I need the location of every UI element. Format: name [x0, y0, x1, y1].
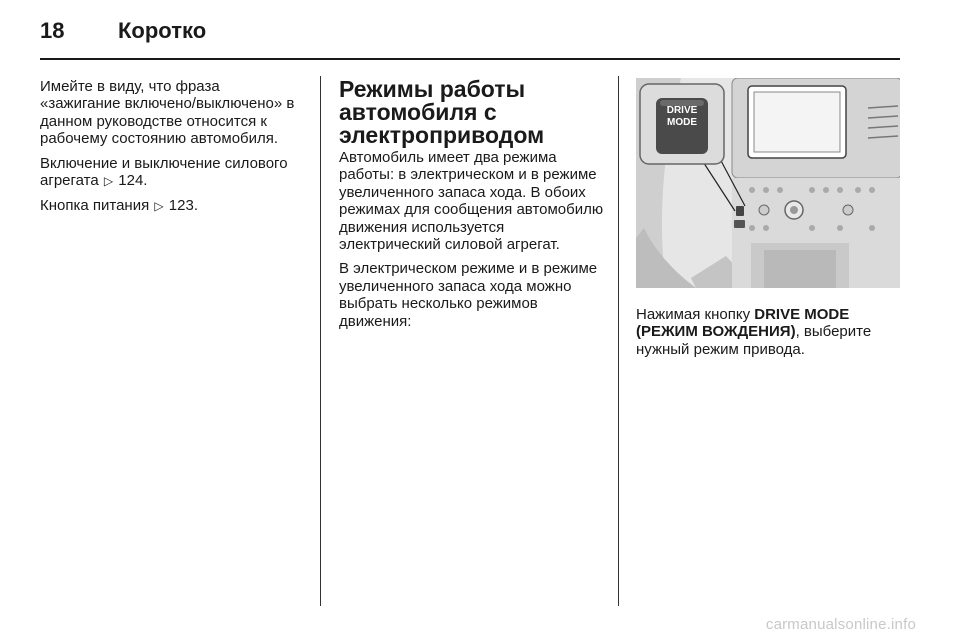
caption-post: , выберите нужный режим привода. [636, 323, 872, 358]
powertrain-page-link[interactable]: 124. [118, 172, 148, 190]
column-3 [636, 78, 902, 365]
column-divider-2 [618, 76, 619, 606]
drive-mode-button [656, 105, 708, 129]
power-button-reference [40, 197, 302, 215]
powertrain-text: Включение и выключение силового агрегата [40, 154, 288, 190]
reference-arrow-icon: ▷ [103, 174, 114, 189]
column-divider-1 [320, 76, 321, 606]
drive-mode-label-line2: MODE [667, 117, 697, 128]
dashboard-figure [636, 78, 900, 288]
chapter-title: Коротко [118, 18, 207, 43]
drive-mode-label-line1: DRIVE [666, 105, 698, 116]
powertrain-reference [40, 155, 302, 191]
intro-paragraph: Имейте в виду, что фраза «зажигание включено/выключено» в данном руководстве относится к рабочему состоянию автомобиля. [40, 78, 295, 148]
watermark: carmanualsonline.info [765, 616, 916, 633]
column-1 [40, 78, 302, 223]
page-number: 18 [40, 18, 65, 43]
reference-arrow-icon: ▷ [154, 199, 164, 214]
column-2 [339, 78, 605, 337]
power-button-page-link[interactable]: 123. [168, 197, 198, 215]
figure-caption [636, 306, 902, 358]
driving-modes-paragraph: В электрическом режиме и в режиме увеличенного запаса хода можно выбрать несколько режимов движения: [339, 260, 598, 330]
header-rule [40, 58, 900, 60]
drive-mode-button-name: DRIVE MODE (РЕЖИМ ВОЖДЕНИЯ) [636, 306, 850, 341]
caption-pre: Нажимая кнопку [636, 306, 755, 323]
power-button-text: Кнопка питания [40, 197, 150, 215]
modes-paragraph: Автомобиль имеет два режима работы: в электрическом и в режиме увеличенного запаса хода. В обоих режимах для сообщения автомобилю движения используется электрический силовой агрегат. [339, 149, 604, 254]
section-heading: Режимы работы автомобиля с электроприводом [339, 76, 545, 148]
